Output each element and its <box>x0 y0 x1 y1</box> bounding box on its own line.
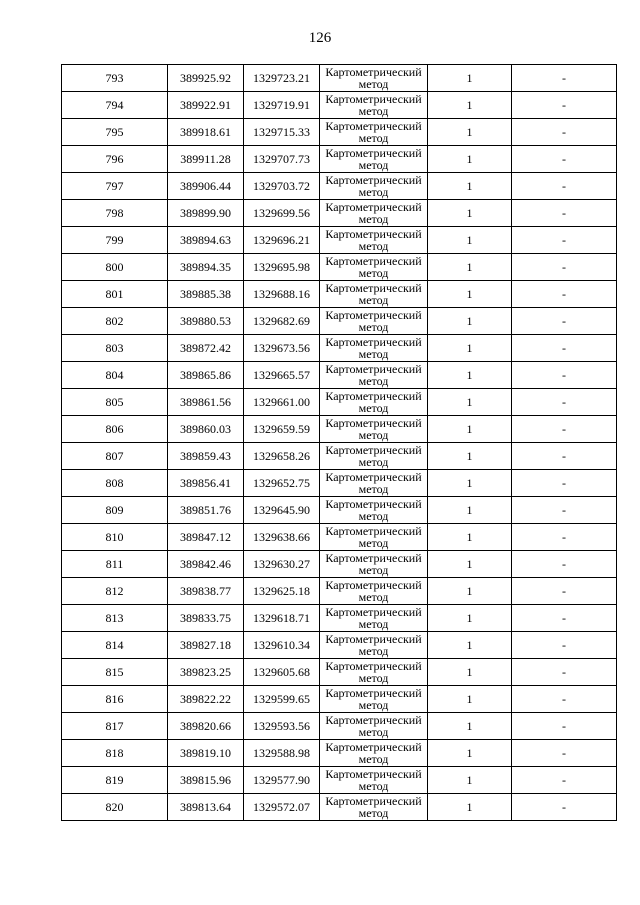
point-number-cell: 820 <box>62 794 168 821</box>
x-coordinate-cell: 389820.66 <box>168 713 244 740</box>
description-cell: - <box>512 767 617 794</box>
x-coordinate-cell: 389906.44 <box>168 173 244 200</box>
coordinates-table-body <box>62 65 617 821</box>
precision-cell: 1 <box>428 227 512 254</box>
method-cell: Картометрический метод <box>320 794 428 821</box>
x-coordinate-cell: 389885.38 <box>168 281 244 308</box>
y-coordinate-cell: 1329638.66 <box>244 524 320 551</box>
y-coordinate-cell: 1329659.59 <box>244 416 320 443</box>
description-cell: - <box>512 416 617 443</box>
table-row <box>62 281 617 308</box>
description-cell: - <box>512 119 617 146</box>
method-cell: Картометрический метод <box>320 659 428 686</box>
method-cell: Картометрический метод <box>320 713 428 740</box>
method-cell: Картометрический метод <box>320 740 428 767</box>
method-cell: Картометрический метод <box>320 389 428 416</box>
x-coordinate-cell: 389851.76 <box>168 497 244 524</box>
precision-cell: 1 <box>428 551 512 578</box>
x-coordinate-cell: 389823.25 <box>168 659 244 686</box>
x-coordinate-cell: 389911.28 <box>168 146 244 173</box>
y-coordinate-cell: 1329588.98 <box>244 740 320 767</box>
x-coordinate-cell: 389880.53 <box>168 308 244 335</box>
point-number-cell: 812 <box>62 578 168 605</box>
x-coordinate-cell: 389847.12 <box>168 524 244 551</box>
method-cell: Картометрический метод <box>320 767 428 794</box>
point-number-cell: 800 <box>62 254 168 281</box>
table-row <box>62 740 617 767</box>
table-row <box>62 416 617 443</box>
table-row <box>62 443 617 470</box>
description-cell: - <box>512 443 617 470</box>
method-cell: Картометрический метод <box>320 470 428 497</box>
table-row <box>62 146 617 173</box>
method-cell: Картометрический метод <box>320 605 428 632</box>
precision-cell: 1 <box>428 686 512 713</box>
description-cell: - <box>512 335 617 362</box>
y-coordinate-cell: 1329673.56 <box>244 335 320 362</box>
x-coordinate-cell: 389859.43 <box>168 443 244 470</box>
x-coordinate-cell: 389899.90 <box>168 200 244 227</box>
method-cell: Картометрический метод <box>320 578 428 605</box>
x-coordinate-cell: 389819.10 <box>168 740 244 767</box>
y-coordinate-cell: 1329625.18 <box>244 578 320 605</box>
precision-cell: 1 <box>428 470 512 497</box>
table-row <box>62 713 617 740</box>
point-number-cell: 795 <box>62 119 168 146</box>
x-coordinate-cell: 389822.22 <box>168 686 244 713</box>
coordinates-table <box>61 64 617 821</box>
description-cell: - <box>512 281 617 308</box>
method-cell: Картометрический метод <box>320 443 428 470</box>
y-coordinate-cell: 1329658.26 <box>244 443 320 470</box>
method-cell: Картометрический метод <box>320 281 428 308</box>
x-coordinate-cell: 389827.18 <box>168 632 244 659</box>
precision-cell: 1 <box>428 605 512 632</box>
description-cell: - <box>512 146 617 173</box>
point-number-cell: 803 <box>62 335 168 362</box>
table-row <box>62 308 617 335</box>
point-number-cell: 804 <box>62 362 168 389</box>
y-coordinate-cell: 1329661.00 <box>244 389 320 416</box>
method-cell: Картометрический метод <box>320 65 428 92</box>
method-cell: Картометрический метод <box>320 92 428 119</box>
precision-cell: 1 <box>428 65 512 92</box>
method-cell: Картометрический метод <box>320 308 428 335</box>
point-number-cell: 808 <box>62 470 168 497</box>
table-row <box>62 470 617 497</box>
precision-cell: 1 <box>428 578 512 605</box>
precision-cell: 1 <box>428 389 512 416</box>
precision-cell: 1 <box>428 173 512 200</box>
point-number-cell: 807 <box>62 443 168 470</box>
x-coordinate-cell: 389833.75 <box>168 605 244 632</box>
point-number-cell: 819 <box>62 767 168 794</box>
precision-cell: 1 <box>428 497 512 524</box>
table-row <box>62 335 617 362</box>
y-coordinate-cell: 1329707.73 <box>244 146 320 173</box>
y-coordinate-cell: 1329703.72 <box>244 173 320 200</box>
point-number-cell: 810 <box>62 524 168 551</box>
table-row <box>62 767 617 794</box>
precision-cell: 1 <box>428 92 512 119</box>
description-cell: - <box>512 713 617 740</box>
y-coordinate-cell: 1329593.56 <box>244 713 320 740</box>
table-row <box>62 578 617 605</box>
point-number-cell: 798 <box>62 200 168 227</box>
y-coordinate-cell: 1329719.91 <box>244 92 320 119</box>
method-cell: Картометрический метод <box>320 335 428 362</box>
y-coordinate-cell: 1329652.75 <box>244 470 320 497</box>
table-row <box>62 173 617 200</box>
y-coordinate-cell: 1329723.21 <box>244 65 320 92</box>
precision-cell: 1 <box>428 200 512 227</box>
table-row <box>62 524 617 551</box>
y-coordinate-cell: 1329688.16 <box>244 281 320 308</box>
method-cell: Картометрический метод <box>320 173 428 200</box>
description-cell: - <box>512 227 617 254</box>
table-row <box>62 362 617 389</box>
y-coordinate-cell: 1329630.27 <box>244 551 320 578</box>
table-row <box>62 686 617 713</box>
x-coordinate-cell: 389865.86 <box>168 362 244 389</box>
description-cell: - <box>512 659 617 686</box>
precision-cell: 1 <box>428 416 512 443</box>
x-coordinate-cell: 389842.46 <box>168 551 244 578</box>
x-coordinate-cell: 389894.35 <box>168 254 244 281</box>
x-coordinate-cell: 389922.91 <box>168 92 244 119</box>
y-coordinate-cell: 1329696.21 <box>244 227 320 254</box>
description-cell: - <box>512 686 617 713</box>
precision-cell: 1 <box>428 146 512 173</box>
point-number-cell: 813 <box>62 605 168 632</box>
point-number-cell: 805 <box>62 389 168 416</box>
table-row <box>62 551 617 578</box>
point-number-cell: 801 <box>62 281 168 308</box>
description-cell: - <box>512 92 617 119</box>
table-row <box>62 65 617 92</box>
point-number-cell: 794 <box>62 92 168 119</box>
y-coordinate-cell: 1329715.33 <box>244 119 320 146</box>
point-number-cell: 806 <box>62 416 168 443</box>
method-cell: Картометрический метод <box>320 119 428 146</box>
y-coordinate-cell: 1329605.68 <box>244 659 320 686</box>
method-cell: Картометрический метод <box>320 686 428 713</box>
description-cell: - <box>512 605 617 632</box>
description-cell: - <box>512 65 617 92</box>
x-coordinate-cell: 389925.92 <box>168 65 244 92</box>
y-coordinate-cell: 1329599.65 <box>244 686 320 713</box>
description-cell: - <box>512 740 617 767</box>
method-cell: Картометрический метод <box>320 254 428 281</box>
description-cell: - <box>512 632 617 659</box>
point-number-cell: 811 <box>62 551 168 578</box>
point-number-cell: 815 <box>62 659 168 686</box>
table-row <box>62 497 617 524</box>
table-row <box>62 254 617 281</box>
x-coordinate-cell: 389861.56 <box>168 389 244 416</box>
table-row <box>62 659 617 686</box>
x-coordinate-cell: 389860.03 <box>168 416 244 443</box>
table-row <box>62 794 617 821</box>
description-cell: - <box>512 470 617 497</box>
description-cell: - <box>512 578 617 605</box>
precision-cell: 1 <box>428 524 512 551</box>
point-number-cell: 802 <box>62 308 168 335</box>
precision-cell: 1 <box>428 794 512 821</box>
description-cell: - <box>512 254 617 281</box>
x-coordinate-cell: 389856.41 <box>168 470 244 497</box>
x-coordinate-cell: 389813.64 <box>168 794 244 821</box>
precision-cell: 1 <box>428 713 512 740</box>
description-cell: - <box>512 794 617 821</box>
method-cell: Картометрический метод <box>320 362 428 389</box>
y-coordinate-cell: 1329682.69 <box>244 308 320 335</box>
x-coordinate-cell: 389918.61 <box>168 119 244 146</box>
y-coordinate-cell: 1329577.90 <box>244 767 320 794</box>
y-coordinate-cell: 1329610.34 <box>244 632 320 659</box>
table-row <box>62 389 617 416</box>
method-cell: Картометрический метод <box>320 632 428 659</box>
precision-cell: 1 <box>428 119 512 146</box>
page-number: 126 <box>308 30 332 46</box>
table-row <box>62 119 617 146</box>
point-number-cell: 814 <box>62 632 168 659</box>
x-coordinate-cell: 389872.42 <box>168 335 244 362</box>
point-number-cell: 793 <box>62 65 168 92</box>
description-cell: - <box>512 389 617 416</box>
precision-cell: 1 <box>428 632 512 659</box>
table-row <box>62 632 617 659</box>
table-row <box>62 605 617 632</box>
y-coordinate-cell: 1329699.56 <box>244 200 320 227</box>
x-coordinate-cell: 389894.63 <box>168 227 244 254</box>
description-cell: - <box>512 362 617 389</box>
table-row <box>62 227 617 254</box>
description-cell: - <box>512 308 617 335</box>
method-cell: Картометрический метод <box>320 551 428 578</box>
point-number-cell: 796 <box>62 146 168 173</box>
method-cell: Картометрический метод <box>320 146 428 173</box>
y-coordinate-cell: 1329665.57 <box>244 362 320 389</box>
table-row <box>62 92 617 119</box>
point-number-cell: 809 <box>62 497 168 524</box>
point-number-cell: 799 <box>62 227 168 254</box>
precision-cell: 1 <box>428 281 512 308</box>
point-number-cell: 816 <box>62 686 168 713</box>
method-cell: Картометрический метод <box>320 416 428 443</box>
precision-cell: 1 <box>428 659 512 686</box>
precision-cell: 1 <box>428 308 512 335</box>
method-cell: Картометрический метод <box>320 497 428 524</box>
y-coordinate-cell: 1329695.98 <box>244 254 320 281</box>
description-cell: - <box>512 524 617 551</box>
y-coordinate-cell: 1329645.90 <box>244 497 320 524</box>
precision-cell: 1 <box>428 767 512 794</box>
precision-cell: 1 <box>428 335 512 362</box>
description-cell: - <box>512 497 617 524</box>
precision-cell: 1 <box>428 362 512 389</box>
method-cell: Картометрический метод <box>320 200 428 227</box>
precision-cell: 1 <box>428 443 512 470</box>
y-coordinate-cell: 1329618.71 <box>244 605 320 632</box>
y-coordinate-cell: 1329572.07 <box>244 794 320 821</box>
x-coordinate-cell: 389815.96 <box>168 767 244 794</box>
description-cell: - <box>512 200 617 227</box>
precision-cell: 1 <box>428 254 512 281</box>
method-cell: Картометрический метод <box>320 524 428 551</box>
precision-cell: 1 <box>428 740 512 767</box>
table-row <box>62 200 617 227</box>
method-cell: Картометрический метод <box>320 227 428 254</box>
description-cell: - <box>512 551 617 578</box>
description-cell: - <box>512 173 617 200</box>
point-number-cell: 817 <box>62 713 168 740</box>
x-coordinate-cell: 389838.77 <box>168 578 244 605</box>
point-number-cell: 797 <box>62 173 168 200</box>
point-number-cell: 818 <box>62 740 168 767</box>
